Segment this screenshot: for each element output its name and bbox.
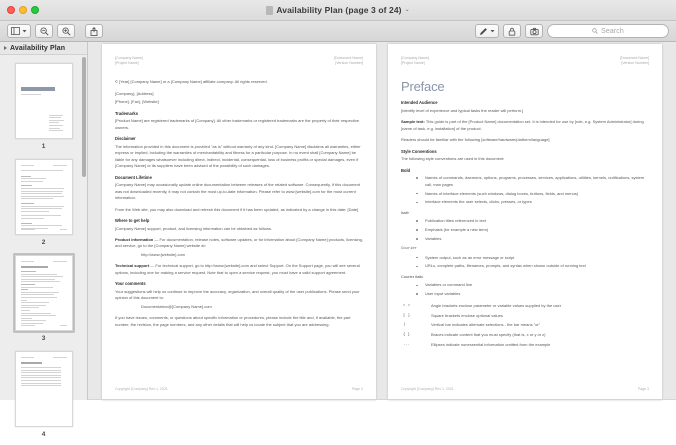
- courier-label: Courier: [401, 247, 417, 252]
- chevron-down-icon[interactable]: ⌄: [404, 7, 410, 13]
- header-project-name: [Project Name]: [401, 61, 425, 66]
- where-to-get-help-heading: Where to get help: [115, 218, 150, 223]
- technical-support-paragraph: [115, 263, 363, 276]
- thumb-line: [21, 208, 63, 209]
- thumb-line: [21, 261, 35, 262]
- thumb-line: [21, 367, 61, 368]
- thumb-line: [49, 120, 64, 121]
- toolbar-left-group: [7, 24, 103, 38]
- list-item: Names of commands, daemons, options, programs, processes, services, applications, utilities, kernels, notifications, system call, man pages: [401, 175, 649, 188]
- window-title: Availability Plan (page 3 of 24): [276, 5, 402, 15]
- document-page-left: [102, 44, 376, 400]
- trademarks-body: [Product Name] are registered trademarks of [Company]. All other trademarks or registered trademarks are the property of their respective owners.: [115, 118, 360, 130]
- thumbnail-sidebar: [0, 42, 88, 438]
- share-button[interactable]: [85, 24, 103, 38]
- thumb-line: [21, 310, 30, 311]
- table-row: [401, 342, 649, 352]
- courier-italic-list: [401, 282, 649, 297]
- thumb-line: [21, 225, 62, 226]
- thumb-line: [21, 323, 43, 324]
- list-item: System output, such as an error message or script: [401, 255, 649, 261]
- chevron-down-icon: [22, 29, 27, 33]
- thumb-line: [60, 229, 66, 230]
- list-item: Names of interface elements (such windows, dialog boxes, buttons, fields, and menus): [401, 191, 649, 197]
- thumbnail-preview: [15, 255, 73, 331]
- product-information-url: http://www.[website].com: [141, 251, 186, 257]
- italic-list: [401, 218, 649, 242]
- footer-copyright: Copyright [Company] Rev 1, 2021: [115, 387, 168, 391]
- sample-text-paragraph: [401, 119, 649, 132]
- thumb-line: [21, 377, 61, 378]
- sidebar-toggle-button[interactable]: [7, 24, 31, 38]
- thumb-line: [49, 130, 64, 131]
- header-version-number: [Version Number]: [621, 61, 649, 66]
- window-controls: [7, 6, 39, 14]
- list-item: Emphasis (for example a new term): [401, 227, 649, 233]
- page-header-left: [115, 56, 143, 66]
- annotate-icon: [530, 27, 539, 36]
- toolbar: [0, 21, 676, 42]
- thumb-line: [21, 94, 42, 95]
- page-header: [401, 56, 649, 66]
- thumb-line: [21, 176, 31, 177]
- thumb-line: [49, 122, 60, 123]
- thumb-line: [21, 320, 47, 321]
- product-information-body: — For documentation, release notes, software updates, or for information about [Company Name] products, licensing, and service, go to the [Company Name] website at:: [115, 236, 363, 249]
- intended-audience-body: [Identify level of experience and typical tasks the reader will perform.]: [401, 107, 524, 113]
- address-line-2: [Phone], [Fax], [Website]: [115, 99, 159, 105]
- thumb-line: [21, 302, 50, 303]
- page-header-right: [620, 56, 649, 66]
- rotate-button[interactable]: [503, 24, 521, 38]
- thumb-line: [49, 125, 63, 126]
- thumbnail-list[interactable]: [0, 55, 87, 445]
- thumb-header: [21, 165, 67, 166]
- thumb-line: [21, 380, 61, 381]
- footer-copyright: Copyright [Company] Rev 1, 2021: [401, 387, 454, 391]
- thumb-line: [21, 188, 65, 189]
- window-titlebar: [0, 0, 676, 21]
- thumb-line: [21, 276, 63, 277]
- header-document-name: [Document Name]: [620, 56, 649, 60]
- symbol-description: Ellipses indicate nonessential information omitted from the example: [431, 342, 551, 348]
- thumb-line: [21, 203, 35, 204]
- share-icon: [90, 27, 98, 36]
- disclaimer-heading: Disclaimer: [115, 136, 136, 142]
- thumb-line: [21, 372, 61, 373]
- symbol-description: Angle brackets enclose parameter or variable values supplied by the user: [431, 302, 562, 308]
- thumb-line: [21, 284, 36, 285]
- thumb-line: [21, 218, 45, 219]
- thumbnail-page-1[interactable]: [13, 61, 75, 141]
- thumb-header: [21, 357, 67, 358]
- thumb-line: [21, 362, 42, 364]
- thumb-line: [21, 287, 53, 288]
- thumbnail-page-3[interactable]: [13, 253, 75, 333]
- thumb-line: [21, 196, 64, 197]
- help-intro: [Company Name] support, product, and licensing information can be obtained as follows.: [115, 225, 272, 231]
- thumb-line: [21, 292, 60, 293]
- your-comments-heading: Your comments: [115, 281, 146, 287]
- header-document-name: [Document Name]: [334, 56, 363, 60]
- symbol-description: Braces indicate content that you must specify (that is, x or y or z): [431, 332, 546, 338]
- thumb-line: [21, 315, 57, 316]
- list-item: User input variables: [401, 291, 649, 297]
- thumb-line: [21, 181, 43, 182]
- header-project-name: [Project Name]: [115, 61, 139, 66]
- thumb-line: [21, 198, 53, 199]
- thumb-line: [21, 87, 55, 91]
- thumb-line: [21, 170, 63, 171]
- page-header-left: [401, 56, 429, 66]
- thumb-line: [21, 383, 61, 384]
- header-version-number: [Version Number]: [335, 61, 363, 66]
- italic-label: Italic: [401, 209, 410, 215]
- symbol-conventions-table: [401, 303, 649, 352]
- table-row: [401, 303, 649, 313]
- markup-button[interactable]: [475, 24, 499, 38]
- sidebar-title: Availability Plan: [10, 44, 66, 52]
- document-lifetime-body-2: From the Web site, you may also download and refresh this document if it has been updated, as indicated by a change in this date: [Date]: [115, 206, 359, 212]
- rotate-icon: [508, 27, 516, 36]
- table-row: [401, 322, 649, 332]
- trademarks-heading: Trademarks: [115, 110, 138, 116]
- intended-audience-heading: Intended Audience: [401, 100, 438, 106]
- footer-page-number: Page 3: [637, 387, 649, 391]
- thumb-line: [21, 178, 46, 179]
- thumb-line: [21, 191, 64, 192]
- thumb-line: [53, 357, 67, 358]
- annotate-button[interactable]: [525, 24, 543, 38]
- thumb-line: [21, 375, 61, 376]
- thumb-line: [21, 185, 33, 186]
- thumb-line: [21, 229, 36, 230]
- search-icon: [592, 28, 598, 34]
- zoom-out-button[interactable]: [35, 24, 53, 38]
- document-icon: [266, 6, 273, 15]
- thumbnail-page-number: 4: [41, 431, 46, 438]
- thumb-line: [49, 117, 62, 118]
- toolbar-right-group: [475, 24, 669, 38]
- your-comments-email: Documentation@[Company Name].com: [141, 303, 212, 309]
- thumb-line: [21, 223, 32, 224]
- thumb-line: [21, 313, 51, 314]
- bold-label: Bold: [401, 167, 411, 173]
- symbol-glyph: [ ]: [403, 313, 411, 318]
- search-input[interactable]: [547, 24, 669, 38]
- symbol-glyph: |: [403, 323, 406, 328]
- thumb-line: [49, 115, 63, 116]
- thumb-line: [21, 318, 33, 319]
- familiar-with-body: Readers should be familiar with the following [software/hardware/platform/language]: [401, 137, 550, 143]
- maximize-button[interactable]: [31, 6, 39, 14]
- symbol-glyph: < >: [403, 303, 411, 308]
- chevron-down-icon: [490, 29, 495, 33]
- page-footer: [115, 387, 363, 391]
- copyright-paragraph: © [Year] [Company Name] or a [Company Name] affiliate company. All rights reserved.: [115, 79, 268, 85]
- thumb-footer: [21, 229, 67, 230]
- thumbnail-page-2[interactable]: [13, 157, 75, 237]
- sidebar-header[interactable]: [0, 42, 87, 55]
- your-comments-tail: If you have issues, comments, or questions about specific information or procedures, please include the title and, if available, the part number, the revision, the page numbers, and any other details that will help us locate the subject that you are addressing.: [115, 315, 351, 327]
- thumb-line: [21, 206, 64, 207]
- header-company-name: [Company Name]: [401, 56, 429, 60]
- thumbnail-preview: [15, 351, 73, 427]
- thumb-line: [21, 300, 27, 301]
- thumb-line: [21, 385, 61, 386]
- thumb-line: [21, 215, 61, 216]
- style-conventions-intro: The following style conventions are used in this document:: [401, 156, 505, 162]
- minimize-button[interactable]: [19, 6, 27, 14]
- markup-pen-icon: [479, 27, 488, 36]
- thumb-line: [21, 281, 61, 282]
- thumb-header: [21, 261, 67, 262]
- symbol-glyph: { }: [403, 333, 411, 338]
- thumb-line: [21, 370, 61, 371]
- table-row: [401, 313, 649, 323]
- zoom-in-icon: [62, 27, 71, 36]
- thumb-line: [21, 307, 39, 308]
- thumb-line: [21, 165, 35, 166]
- thumb-line: [21, 297, 58, 298]
- thumbnail-preview: [15, 159, 73, 235]
- thumb-line: [21, 289, 28, 290]
- document-bottom-edge: [88, 399, 676, 400]
- thumb-line: [53, 165, 67, 166]
- sidebar-icon: [11, 27, 20, 35]
- sample-text-body: This guide is part of the [Product Name] documentation set. It is intended for use by [role, e.g. System Administrator] during [name of task, e.g. installation] of the product.: [401, 119, 644, 131]
- table-row: [401, 332, 649, 342]
- courier-italic-label: Courier italic: [401, 273, 424, 279]
- close-button[interactable]: [7, 6, 15, 14]
- thumbnail-preview: [15, 63, 73, 139]
- page-header: [115, 56, 363, 66]
- bold-list: [401, 175, 649, 206]
- page-title: Preface: [401, 79, 445, 95]
- thumbnail-page-4[interactable]: [13, 349, 75, 429]
- thumb-line: [21, 279, 56, 280]
- product-information-label: Product information: [115, 236, 154, 242]
- document-lifetime-body-1: [Company Name] may occasionally update online documentation between releases of the related software. Consequently, if this document was not downloaded recently, it may not contain the most up-to-date information. Please refer to www.[website].com for the most current information.: [115, 182, 360, 201]
- document-lifetime-heading: Document Lifetime: [115, 174, 152, 180]
- thumb-line: [60, 325, 66, 326]
- technical-support-label: Technical support: [115, 263, 150, 269]
- thumb-line: [21, 266, 49, 268]
- thumb-line: [21, 305, 46, 306]
- page-header-right: [334, 56, 363, 66]
- list-item: Publication titles referenced in text: [401, 218, 649, 224]
- product-information-paragraph: [115, 237, 363, 250]
- disclosure-triangle-icon[interactable]: [4, 46, 7, 50]
- sample-text-label: Sample text:: [401, 119, 425, 125]
- page-footer: [401, 387, 649, 391]
- sidebar-scrollbar[interactable]: [82, 57, 86, 177]
- list-item[interactable]: [0, 349, 87, 438]
- style-conventions-heading: Style Conventions: [401, 148, 437, 154]
- thumb-line: [49, 128, 61, 129]
- thumb-line: [21, 274, 58, 275]
- thumb-line: [21, 294, 54, 295]
- list-item[interactable]: [0, 61, 87, 150]
- symbol-description: Vertical bar indicates alternate selections - the bar means "or": [431, 322, 541, 328]
- list-item: Variables or command line: [401, 282, 649, 288]
- thumb-line: [21, 325, 36, 326]
- address-line-1: [Company], [Address]: [115, 90, 154, 96]
- thumbnail-page-number: 3: [41, 335, 46, 342]
- window-title-group: [0, 0, 676, 20]
- symbol-glyph: ...: [403, 343, 411, 348]
- header-company-name: [Company Name]: [115, 56, 143, 60]
- courier-list: [401, 255, 649, 270]
- thumbnail-page-number: 2: [41, 239, 46, 246]
- list-item[interactable]: [0, 157, 87, 246]
- document-page-right: [388, 44, 662, 400]
- thumb-line: [21, 271, 37, 272]
- thumbnail-page-number: 1: [41, 143, 46, 150]
- thumb-line: [53, 261, 67, 262]
- thumb-line: [21, 193, 62, 194]
- zoom-out-icon: [40, 27, 49, 36]
- disclaimer-body: The information provided in this document is provided "as is" without warranty of any kind. [Company Name] disclaims all warranties, either express or implied, including the warranties of merchantability and fitness for a particular purpose. In no event shall [Company Name] be liable for any damages whatsoever including direct, indirect, incidental, consequential, loss of business profits or special damages, even if [Company Name] or its suppliers have been advised of the possibility of such damages.: [115, 143, 361, 169]
- footer-page-number: Page 2: [351, 387, 363, 391]
- search-placeholder: Search: [601, 27, 624, 35]
- document-view[interactable]: [88, 42, 676, 400]
- thumb-footer: [21, 325, 67, 326]
- thumb-line: [21, 357, 35, 358]
- zoom-in-button[interactable]: [57, 24, 75, 38]
- list-item: URLs, complete paths, filenames, prompts, and syntax when shown outside of running text: [401, 263, 649, 269]
- list-item: Variables: [401, 236, 649, 242]
- thumb-line: [21, 211, 50, 212]
- technical-support-body: — For technical support, go to http://www.[website].com and select Support. On the Support page, you will see several options, including one for making a service request. Note that to open a service request, you must have a valid support agreement.: [115, 263, 360, 275]
- window-body: [0, 42, 676, 438]
- list-item[interactable]: [0, 253, 87, 342]
- list-item: Interface elements the user selects, clicks, presses, or types: [401, 199, 649, 205]
- your-comments-body: Your suggestions will help us continue to improve the accuracy, organization, and overall quality of the user publications. Please send your opinion of this document to:: [115, 288, 360, 301]
- symbol-description: Square brackets enclose optional values: [431, 312, 503, 318]
